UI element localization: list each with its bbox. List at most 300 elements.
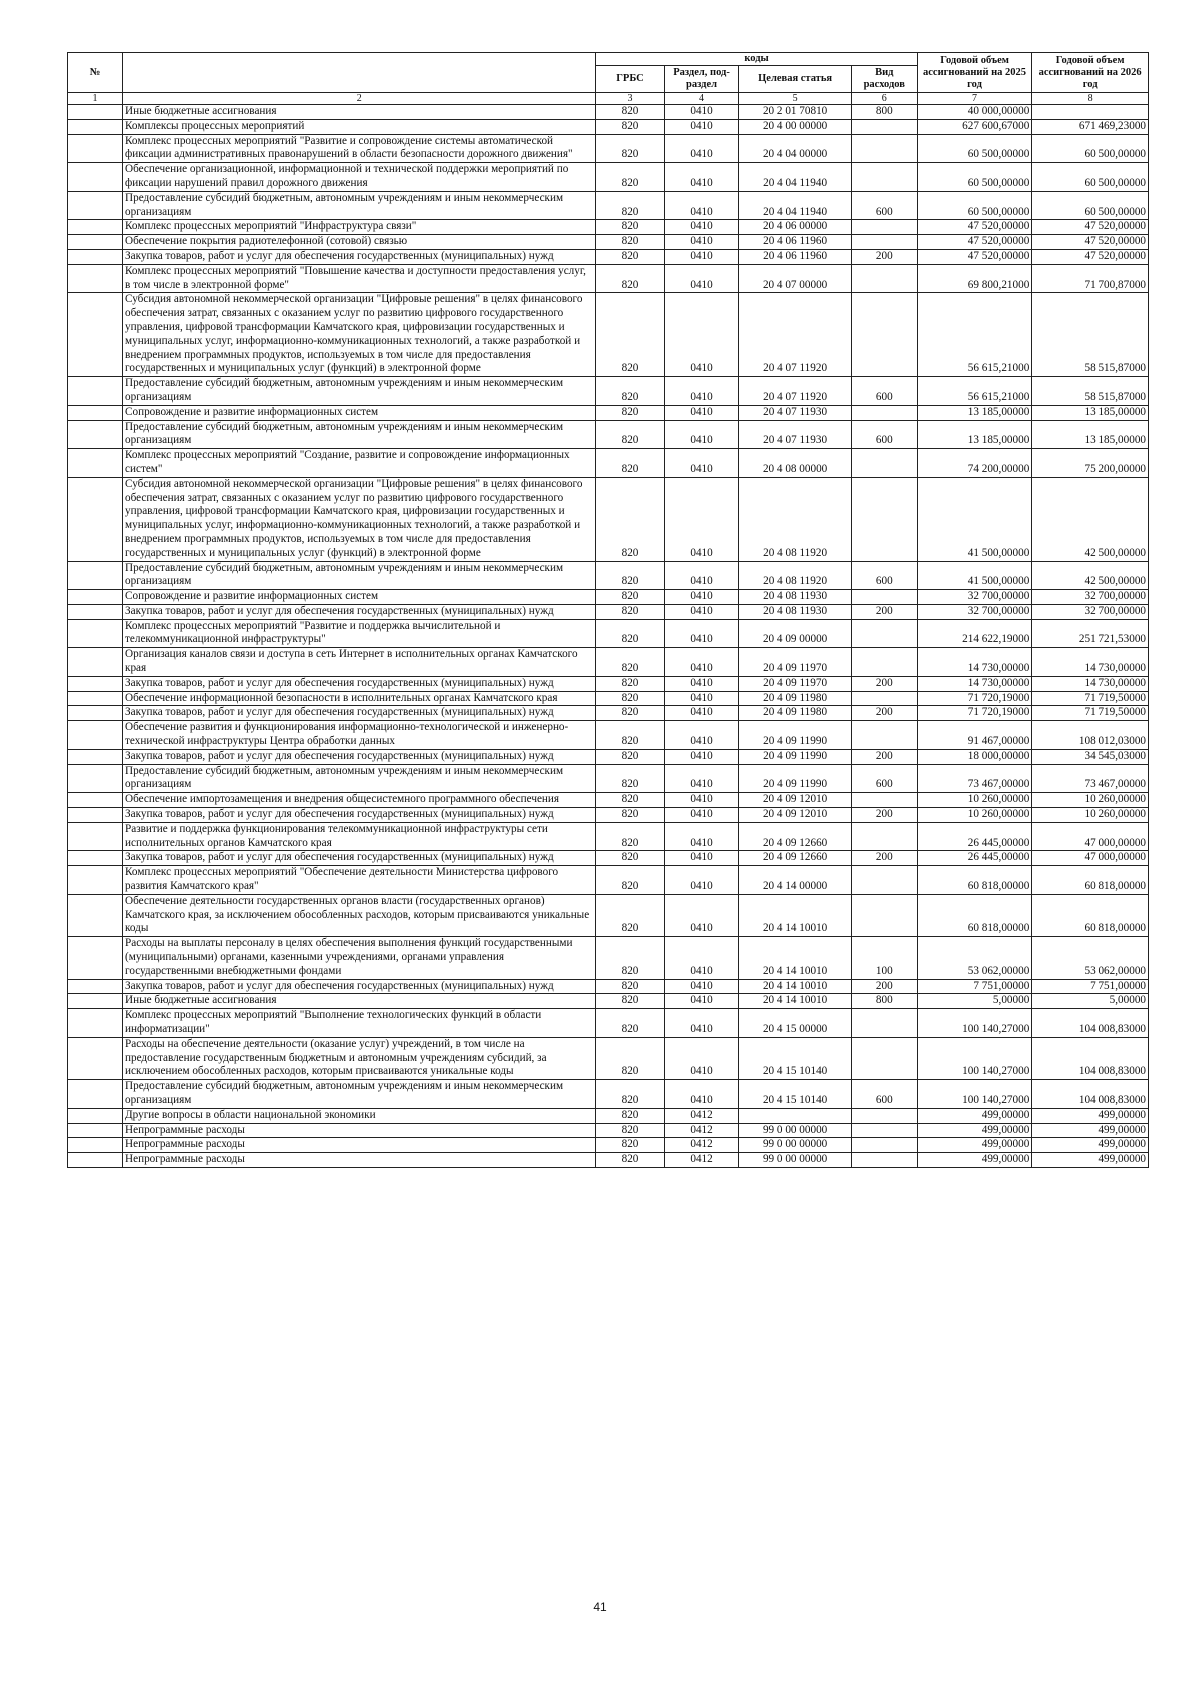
cell-tselevaya: 20 4 09 11990 <box>739 721 851 750</box>
cell-name: Закупка товаров, работ и услуг для обеспечения государственных (муниципальных) нужд <box>123 979 596 994</box>
table-row <box>68 648 1149 677</box>
cell-razdel: 0410 <box>664 994 739 1009</box>
cell-vid <box>851 648 917 677</box>
cell-vid: 600 <box>851 191 917 220</box>
cell-grbs: 820 <box>596 191 664 220</box>
header-name <box>123 53 596 93</box>
colnum: 1 <box>68 93 123 105</box>
cell-name: Иные бюджетные ассигнования <box>123 994 596 1009</box>
cell-tselevaya: 20 4 07 11930 <box>739 405 851 420</box>
cell-num <box>68 808 123 823</box>
cell-num <box>68 293 123 377</box>
cell-num <box>68 979 123 994</box>
cell-2026: 499,00000 <box>1032 1108 1149 1123</box>
cell-vid: 600 <box>851 377 917 406</box>
cell-2026: 10 260,00000 <box>1032 793 1149 808</box>
cell-grbs: 820 <box>596 822 664 851</box>
cell-num <box>68 749 123 764</box>
table-row <box>68 1153 1149 1168</box>
cell-tselevaya: 20 4 06 00000 <box>739 220 851 235</box>
cell-vid <box>851 721 917 750</box>
cell-grbs: 820 <box>596 619 664 648</box>
table-row <box>68 937 1149 979</box>
cell-2025: 71 720,19000 <box>917 691 1031 706</box>
cell-grbs: 820 <box>596 937 664 979</box>
cell-2026: 47 520,00000 <box>1032 220 1149 235</box>
cell-2025: 13 185,00000 <box>917 405 1031 420</box>
cell-vid: 200 <box>851 706 917 721</box>
cell-name: Субсидия автономной некоммерческой организации "Цифровые решения" в целях финансового обеспечения затрат, связанных с оказанием услуг по развитию цифрового государственного управления, цифровой трансформации Камчатского края, цифровизации государственных и муниципальных услуг, информационно-коммуникационных технологий, а также разработкой и внедрением программных продуктов, используемых в том числе для предоставления государственных и муниципальных услуг (функций) в электронной форме <box>123 293 596 377</box>
cell-2025: 60 818,00000 <box>917 866 1031 895</box>
cell-2026: 32 700,00000 <box>1032 590 1149 605</box>
cell-name: Предоставление субсидий бюджетным, автономным учреждениям и иным некоммерческим организациям <box>123 1080 596 1109</box>
cell-vid: 600 <box>851 420 917 449</box>
cell-2026: 73 467,00000 <box>1032 764 1149 793</box>
cell-razdel: 0410 <box>664 449 739 478</box>
cell-razdel: 0410 <box>664 1037 739 1079</box>
cell-tselevaya: 20 4 09 11990 <box>739 764 851 793</box>
cell-name: Непрограммные расходы <box>123 1153 596 1168</box>
cell-2026: 53 062,00000 <box>1032 937 1149 979</box>
cell-grbs: 820 <box>596 994 664 1009</box>
budget-table <box>67 52 1149 1168</box>
cell-num <box>68 220 123 235</box>
cell-grbs: 820 <box>596 405 664 420</box>
cell-2025: 13 185,00000 <box>917 420 1031 449</box>
page-number: 41 <box>593 1600 607 1614</box>
cell-2025: 627 600,67000 <box>917 119 1031 134</box>
cell-grbs: 820 <box>596 134 664 163</box>
cell-num <box>68 1123 123 1138</box>
table-row <box>68 590 1149 605</box>
table-row <box>68 894 1149 936</box>
cell-2025: 26 445,00000 <box>917 822 1031 851</box>
cell-2026: 60 818,00000 <box>1032 894 1149 936</box>
cell-tselevaya: 20 4 04 00000 <box>739 134 851 163</box>
cell-vid <box>851 866 917 895</box>
table-row <box>68 1080 1149 1109</box>
cell-tselevaya: 99 0 00 00000 <box>739 1123 851 1138</box>
table-row <box>68 134 1149 163</box>
cell-2026: 13 185,00000 <box>1032 405 1149 420</box>
cell-name: Комплекс процессных мероприятий "Инфраструктура связи" <box>123 220 596 235</box>
cell-grbs: 820 <box>596 220 664 235</box>
cell-tselevaya: 20 4 00 00000 <box>739 119 851 134</box>
cell-2026: 499,00000 <box>1032 1123 1149 1138</box>
cell-razdel: 0410 <box>664 191 739 220</box>
cell-2025: 7 751,00000 <box>917 979 1031 994</box>
cell-tselevaya: 20 4 08 11920 <box>739 477 851 561</box>
cell-2025: 47 520,00000 <box>917 220 1031 235</box>
table-row <box>68 420 1149 449</box>
cell-grbs: 820 <box>596 105 664 120</box>
table-row <box>68 1123 1149 1138</box>
cell-2025: 60 500,00000 <box>917 134 1031 163</box>
cell-num <box>68 1009 123 1038</box>
cell-grbs: 820 <box>596 477 664 561</box>
header-tselevaya: Целевая статья <box>739 66 851 93</box>
cell-num <box>68 1108 123 1123</box>
cell-2025: 41 500,00000 <box>917 477 1031 561</box>
cell-tselevaya: 20 4 09 12660 <box>739 851 851 866</box>
cell-grbs: 820 <box>596 1123 664 1138</box>
cell-tselevaya: 20 4 09 12010 <box>739 793 851 808</box>
cell-tselevaya: 20 4 08 11930 <box>739 590 851 605</box>
cell-razdel: 0412 <box>664 1123 739 1138</box>
cell-num <box>68 377 123 406</box>
cell-razdel: 0410 <box>664 590 739 605</box>
cell-razdel: 0410 <box>664 721 739 750</box>
table-row <box>68 249 1149 264</box>
cell-2025: 91 467,00000 <box>917 721 1031 750</box>
cell-num <box>68 163 123 192</box>
cell-num <box>68 249 123 264</box>
cell-num <box>68 477 123 561</box>
cell-grbs: 820 <box>596 119 664 134</box>
cell-tselevaya: 99 0 00 00000 <box>739 1153 851 1168</box>
cell-2026: 60 500,00000 <box>1032 163 1149 192</box>
cell-grbs: 820 <box>596 808 664 823</box>
table-row <box>68 561 1149 590</box>
cell-tselevaya: 99 0 00 00000 <box>739 1138 851 1153</box>
cell-grbs: 820 <box>596 1108 664 1123</box>
table-row <box>68 866 1149 895</box>
cell-vid <box>851 163 917 192</box>
table-row <box>68 377 1149 406</box>
cell-name: Расходы на выплаты персоналу в целях обеспечения выполнения функций государственными (муниципальными) органами, казенными учреждениями, органами управления государственными внебюджетными фондами <box>123 937 596 979</box>
cell-tselevaya: 20 4 09 11980 <box>739 691 851 706</box>
cell-2026: 58 515,87000 <box>1032 377 1149 406</box>
cell-grbs: 820 <box>596 420 664 449</box>
cell-razdel: 0410 <box>664 808 739 823</box>
column-numbers-row <box>68 93 1149 105</box>
cell-2026: 251 721,53000 <box>1032 619 1149 648</box>
cell-tselevaya: 20 4 06 11960 <box>739 235 851 250</box>
cell-2026: 104 008,83000 <box>1032 1009 1149 1038</box>
cell-2026: 47 520,00000 <box>1032 235 1149 250</box>
cell-vid <box>851 1153 917 1168</box>
table-row <box>68 822 1149 851</box>
cell-razdel: 0410 <box>664 405 739 420</box>
table-row <box>68 191 1149 220</box>
cell-num <box>68 691 123 706</box>
table-row <box>68 449 1149 478</box>
cell-vid: 600 <box>851 561 917 590</box>
table-row <box>68 405 1149 420</box>
cell-grbs: 820 <box>596 648 664 677</box>
cell-grbs: 820 <box>596 691 664 706</box>
cell-razdel: 0410 <box>664 235 739 250</box>
cell-2026: 5,00000 <box>1032 994 1149 1009</box>
cell-razdel: 0410 <box>664 619 739 648</box>
header-razdel: Раздел, под-раздел <box>664 66 739 93</box>
cell-name: Обеспечение развития и функционирования информационно-технологической и инженерно-технической инфраструктуры Центра обработки данных <box>123 721 596 750</box>
cell-2026: 60 818,00000 <box>1032 866 1149 895</box>
cell-num <box>68 764 123 793</box>
cell-vid <box>851 1108 917 1123</box>
cell-vid: 800 <box>851 994 917 1009</box>
cell-vid <box>851 894 917 936</box>
cell-2025: 56 615,21000 <box>917 377 1031 406</box>
cell-2026: 42 500,00000 <box>1032 477 1149 561</box>
cell-vid <box>851 1037 917 1079</box>
table-row <box>68 764 1149 793</box>
header-grbs: ГРБС <box>596 66 664 93</box>
cell-razdel: 0410 <box>664 706 739 721</box>
cell-razdel: 0412 <box>664 1108 739 1123</box>
colnum: 8 <box>1032 93 1149 105</box>
header-num: № <box>68 53 123 93</box>
cell-2025: 56 615,21000 <box>917 293 1031 377</box>
cell-name: Комплекс процессных мероприятий "Выполнение технологических функций в области информатизации" <box>123 1009 596 1038</box>
cell-num <box>68 264 123 293</box>
cell-2026: 47 000,00000 <box>1032 822 1149 851</box>
cell-2025: 74 200,00000 <box>917 449 1031 478</box>
cell-razdel: 0410 <box>664 648 739 677</box>
table-row <box>68 235 1149 250</box>
cell-tselevaya: 20 4 09 12010 <box>739 808 851 823</box>
cell-2025: 71 720,19000 <box>917 706 1031 721</box>
colnum: 7 <box>917 93 1031 105</box>
cell-razdel: 0412 <box>664 1138 739 1153</box>
cell-name: Субсидия автономной некоммерческой организации "Цифровые решения" в целях финансового обеспечения затрат, связанных с оказанием услуг по развитию цифрового государственного управления, цифровой трансформации Камчатского края, цифровизации государственных и муниципальных услуг, информационно-коммуникационных технологий, а также разработкой и внедрением программных продуктов, используемых в том числе для предоставления государственных и муниципальных услуг (функций) в электронной форме <box>123 477 596 561</box>
cell-razdel: 0410 <box>664 749 739 764</box>
table-row <box>68 604 1149 619</box>
cell-name: Иные бюджетные ассигнования <box>123 105 596 120</box>
cell-name: Комплекс процессных мероприятий "Создание, развитие и сопровождение информационных систем" <box>123 449 596 478</box>
cell-num <box>68 405 123 420</box>
cell-vid <box>851 293 917 377</box>
cell-razdel: 0410 <box>664 293 739 377</box>
cell-2026: 34 545,03000 <box>1032 749 1149 764</box>
cell-vid: 200 <box>851 851 917 866</box>
cell-grbs: 820 <box>596 979 664 994</box>
cell-grbs: 820 <box>596 1153 664 1168</box>
table-row <box>68 979 1149 994</box>
cell-grbs: 820 <box>596 706 664 721</box>
cell-num <box>68 1153 123 1168</box>
cell-2026: 71 719,50000 <box>1032 691 1149 706</box>
cell-vid <box>851 264 917 293</box>
cell-razdel: 0410 <box>664 937 739 979</box>
cell-razdel: 0410 <box>664 979 739 994</box>
cell-razdel: 0410 <box>664 604 739 619</box>
cell-grbs: 820 <box>596 764 664 793</box>
table-row <box>68 1138 1149 1153</box>
cell-razdel: 0410 <box>664 477 739 561</box>
cell-vid <box>851 1009 917 1038</box>
cell-vid <box>851 119 917 134</box>
cell-tselevaya: 20 4 09 11970 <box>739 676 851 691</box>
cell-grbs: 820 <box>596 235 664 250</box>
cell-name: Закупка товаров, работ и услуг для обеспечения государственных (муниципальных) нужд <box>123 706 596 721</box>
cell-tselevaya: 20 4 07 00000 <box>739 264 851 293</box>
cell-2026: 104 008,83000 <box>1032 1037 1149 1079</box>
cell-vid <box>851 619 917 648</box>
cell-name: Организация каналов связи и доступа в сеть Интернет в исполнительных органах Камчатского края <box>123 648 596 677</box>
cell-vid <box>851 1138 917 1153</box>
cell-2026: 499,00000 <box>1032 1153 1149 1168</box>
cell-grbs: 820 <box>596 721 664 750</box>
cell-num <box>68 937 123 979</box>
cell-razdel: 0410 <box>664 249 739 264</box>
cell-tselevaya: 20 4 04 11940 <box>739 163 851 192</box>
table-row <box>68 264 1149 293</box>
cell-2026: 671 469,23000 <box>1032 119 1149 134</box>
cell-2025: 14 730,00000 <box>917 648 1031 677</box>
cell-name: Непрограммные расходы <box>123 1138 596 1153</box>
table-row <box>68 793 1149 808</box>
cell-tselevaya: 20 4 14 10010 <box>739 894 851 936</box>
cell-name: Предоставление субсидий бюджетным, автономным учреждениям и иным некоммерческим организациям <box>123 191 596 220</box>
cell-vid <box>851 822 917 851</box>
cell-num <box>68 449 123 478</box>
cell-2025: 60 500,00000 <box>917 163 1031 192</box>
header-row-top <box>68 53 1149 66</box>
cell-num <box>68 721 123 750</box>
cell-name: Комплексы процессных мероприятий <box>123 119 596 134</box>
colnum: 6 <box>851 93 917 105</box>
cell-name: Закупка товаров, работ и услуг для обеспечения государственных (муниципальных) нужд <box>123 604 596 619</box>
cell-razdel: 0410 <box>664 134 739 163</box>
cell-razdel: 0410 <box>664 105 739 120</box>
cell-grbs: 820 <box>596 1138 664 1153</box>
cell-tselevaya: 20 4 14 10010 <box>739 937 851 979</box>
cell-2026: 14 730,00000 <box>1032 676 1149 691</box>
cell-name: Комплекс процессных мероприятий "Повышение качества и доступности предоставления услуг, в том числе в электронной форме" <box>123 264 596 293</box>
cell-razdel: 0410 <box>664 894 739 936</box>
cell-num <box>68 604 123 619</box>
cell-tselevaya: 20 4 09 11990 <box>739 749 851 764</box>
cell-2025: 5,00000 <box>917 994 1031 1009</box>
header-2026: Годовой объем ассигнований на 2026 год <box>1032 53 1149 93</box>
cell-2026: 7 751,00000 <box>1032 979 1149 994</box>
cell-razdel: 0410 <box>664 264 739 293</box>
cell-name: Сопровождение и развитие информационных систем <box>123 590 596 605</box>
cell-2026: 42 500,00000 <box>1032 561 1149 590</box>
cell-tselevaya <box>739 1108 851 1123</box>
cell-name: Закупка товаров, работ и услуг для обеспечения государственных (муниципальных) нужд <box>123 851 596 866</box>
cell-grbs: 820 <box>596 793 664 808</box>
cell-razdel: 0410 <box>664 851 739 866</box>
cell-razdel: 0412 <box>664 1153 739 1168</box>
cell-grbs: 820 <box>596 604 664 619</box>
cell-name: Закупка товаров, работ и услуг для обеспечения государственных (муниципальных) нужд <box>123 749 596 764</box>
cell-num <box>68 648 123 677</box>
cell-num <box>68 793 123 808</box>
cell-vid <box>851 220 917 235</box>
cell-tselevaya: 20 4 04 11940 <box>739 191 851 220</box>
cell-vid <box>851 793 917 808</box>
cell-razdel: 0410 <box>664 676 739 691</box>
cell-2025: 18 000,00000 <box>917 749 1031 764</box>
cell-2025: 499,00000 <box>917 1108 1031 1123</box>
cell-name: Предоставление субсидий бюджетным, автономным учреждениям и иным некоммерческим организациям <box>123 764 596 793</box>
cell-tselevaya: 20 4 14 10010 <box>739 979 851 994</box>
cell-grbs: 820 <box>596 264 664 293</box>
cell-name: Закупка товаров, работ и услуг для обеспечения государственных (муниципальных) нужд <box>123 249 596 264</box>
table-row <box>68 808 1149 823</box>
cell-name: Другие вопросы в области национальной экономики <box>123 1108 596 1123</box>
cell-2025: 60 818,00000 <box>917 894 1031 936</box>
table-row <box>68 119 1149 134</box>
cell-vid: 200 <box>851 749 917 764</box>
cell-tselevaya: 20 4 09 12660 <box>739 822 851 851</box>
cell-2026 <box>1032 105 1149 120</box>
cell-2026: 499,00000 <box>1032 1138 1149 1153</box>
cell-2025: 73 467,00000 <box>917 764 1031 793</box>
cell-2026: 32 700,00000 <box>1032 604 1149 619</box>
cell-2026: 58 515,87000 <box>1032 293 1149 377</box>
cell-grbs: 820 <box>596 1037 664 1079</box>
table-row <box>68 706 1149 721</box>
cell-vid: 200 <box>851 808 917 823</box>
cell-name: Комплекс процессных мероприятий "Развитие и поддержка вычислительной и телекоммуникационной инфраструктуры" <box>123 619 596 648</box>
cell-vid: 200 <box>851 676 917 691</box>
cell-num <box>68 1080 123 1109</box>
cell-2026: 60 500,00000 <box>1032 191 1149 220</box>
table-row <box>68 691 1149 706</box>
cell-name: Обеспечение организационной, информационной и технической поддержки мероприятий по фиксации нарушений правил дорожного движения <box>123 163 596 192</box>
cell-vid <box>851 235 917 250</box>
header-2025: Годовой объем ассигнований на 2025 год <box>917 53 1031 93</box>
cell-2025: 53 062,00000 <box>917 937 1031 979</box>
cell-razdel: 0410 <box>664 561 739 590</box>
cell-grbs: 820 <box>596 866 664 895</box>
cell-num <box>68 119 123 134</box>
cell-2025: 32 700,00000 <box>917 590 1031 605</box>
table-row <box>68 220 1149 235</box>
cell-name: Обеспечение информационной безопасности в исполнительных органах Камчатского края <box>123 691 596 706</box>
cell-num <box>68 1138 123 1153</box>
cell-grbs: 820 <box>596 1009 664 1038</box>
cell-num <box>68 590 123 605</box>
cell-vid: 800 <box>851 105 917 120</box>
cell-name: Закупка товаров, работ и услуг для обеспечения государственных (муниципальных) нужд <box>123 808 596 823</box>
cell-razdel: 0410 <box>664 691 739 706</box>
cell-2026: 75 200,00000 <box>1032 449 1149 478</box>
table-row <box>68 105 1149 120</box>
cell-2025: 32 700,00000 <box>917 604 1031 619</box>
cell-name: Предоставление субсидий бюджетным, автономным учреждениям и иным некоммерческим организациям <box>123 377 596 406</box>
table-row <box>68 721 1149 750</box>
cell-num <box>68 994 123 1009</box>
table-row <box>68 851 1149 866</box>
cell-2025: 499,00000 <box>917 1138 1031 1153</box>
cell-tselevaya: 20 4 07 11930 <box>739 420 851 449</box>
cell-num <box>68 235 123 250</box>
cell-razdel: 0410 <box>664 822 739 851</box>
budget-sheet <box>67 52 1149 1168</box>
cell-num <box>68 822 123 851</box>
cell-razdel: 0410 <box>664 163 739 192</box>
cell-grbs: 820 <box>596 163 664 192</box>
table-row <box>68 1037 1149 1079</box>
cell-2026: 104 008,83000 <box>1032 1080 1149 1109</box>
cell-grbs: 820 <box>596 561 664 590</box>
cell-vid: 600 <box>851 1080 917 1109</box>
table-row <box>68 1009 1149 1038</box>
cell-2025: 69 800,21000 <box>917 264 1031 293</box>
cell-name: Расходы на обеспечение деятельности (оказание услуг) учреждений, в том числе на предоставление государственным бюджетным и автономным учреждениям субсидий, за исключением обособленных расходов, которым присваиваются уникальные коды <box>123 1037 596 1079</box>
cell-2026: 14 730,00000 <box>1032 648 1149 677</box>
cell-name: Непрограммные расходы <box>123 1123 596 1138</box>
cell-num <box>68 134 123 163</box>
cell-tselevaya: 20 4 08 11930 <box>739 604 851 619</box>
cell-grbs: 820 <box>596 1080 664 1109</box>
cell-2026: 10 260,00000 <box>1032 808 1149 823</box>
cell-tselevaya: 20 4 09 11970 <box>739 648 851 677</box>
